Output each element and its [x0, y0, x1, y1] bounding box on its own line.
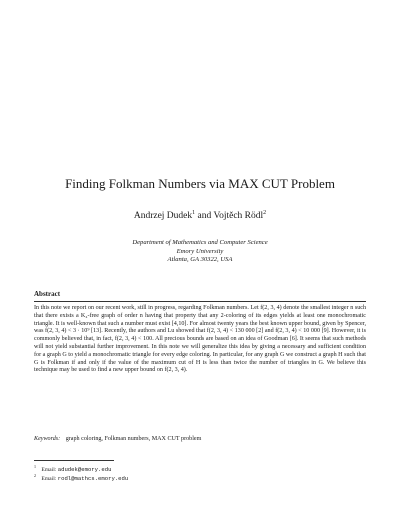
email-address: rodl@mathcs.emory.edu [57, 474, 129, 482]
author-separator: and [197, 211, 212, 222]
author-footnote-mark: 1 [192, 210, 196, 216]
abstract-divider [34, 301, 366, 302]
abstract-heading: Abstract [34, 290, 61, 298]
footnote-divider [34, 460, 114, 461]
keywords-text: graph coloring, Folkman numbers, MAX CUT problem [65, 436, 202, 442]
author-footnote-mark: 2 [263, 210, 267, 216]
footnote-label: Email: [41, 475, 57, 482]
keywords-line [34, 436, 366, 442]
affiliation [60, 239, 340, 265]
footnote [34, 472, 128, 483]
author-name: Vojtěch Rödl [213, 211, 264, 222]
email-address: adudek@emory.edu [57, 465, 112, 473]
footnote-mark: 1 [34, 464, 36, 469]
affiliation-line: Atlanta, GA 30322, USA [167, 256, 233, 263]
paper-title: Finding Folkman Numbers via MAX CUT Problem [65, 176, 335, 191]
affiliation-line: Emory University [176, 247, 224, 255]
abstract-text: In this note we report on our recent work, still in progress, regarding Folkman numbers. Let f(2, 3, 4) denote the smallest integer n such that there exists a K₄-free graph of order n having that property that any 2-coloring of its edges yields at least one monochromatic triangle. It is well-known that such a number must exist [4,10]. For almost twenty years the best known upper bound, given by Spencer, was f(2, 3, 4) < 3 · 10⁹ [13]. Recently, the authors and Lu showed that f(2, 3, 4) < 130 000 [2] and f(2, 3, 4) < 10 000 [9]. However, it is commonly believed that, in fact, f(2, 3, 4) < 100. All precious bounds are based on an idea of Goodman [6]. It seems that such methods will not yield substantial further improvement. In this note we will generalize this idea by giving a necessary and sufficient condition for a graph G to yield a monochromatic triangle for every edge coloring. In particular, for any graph G we construct a graph H such that G is Folkman if and only if the value of the maximum cut of H is less than twice the number of triangles in G. We believe this technique may be used to find a new upper bound on f(2, 3, 4). [34, 305, 366, 374]
author-name: Andrzej Dudek [133, 211, 193, 222]
affiliation-line: Department of Mathematics and Computer Science [132, 239, 268, 246]
keywords-label: Keywords: [34, 436, 61, 442]
footnote-mark: 2 [34, 473, 36, 478]
footnote-label: Email: [41, 466, 57, 473]
author-line [60, 210, 340, 221]
